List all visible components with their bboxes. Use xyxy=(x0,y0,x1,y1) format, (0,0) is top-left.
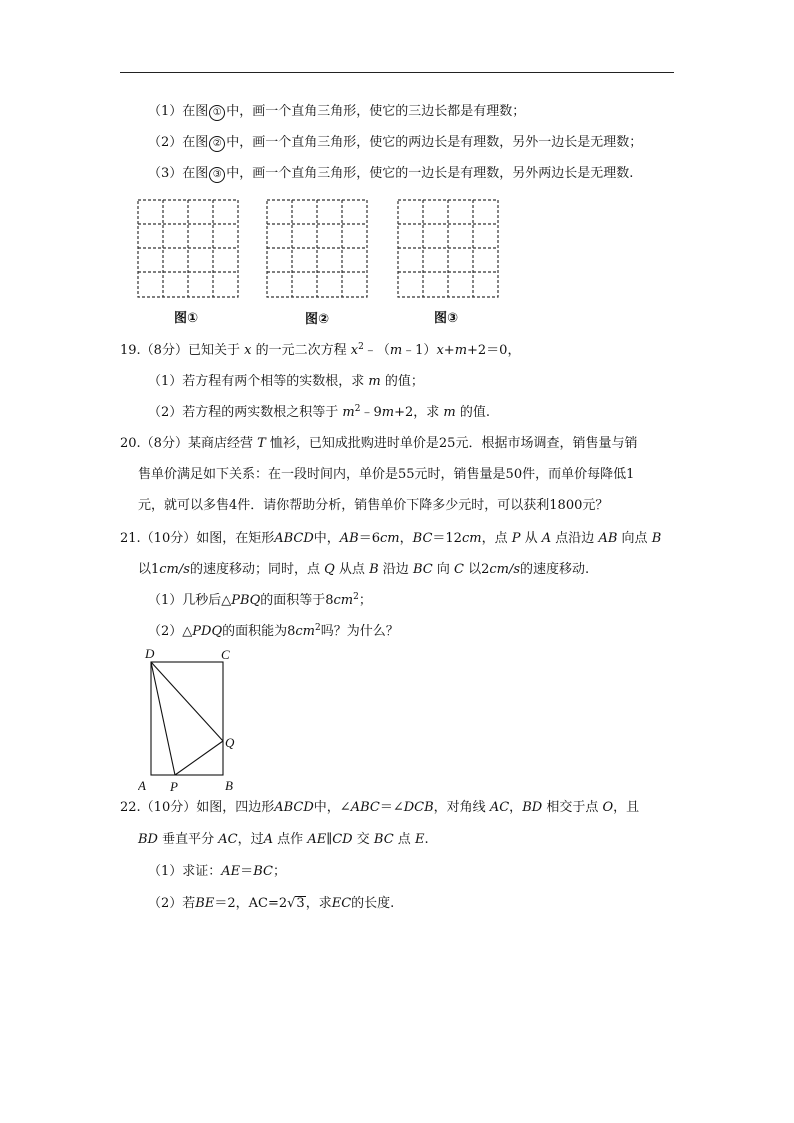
q22-line1: 22.（10分）如图，四边形ABCD中，∠ABC＝∠DCB，对角线 AC，BD 相交于点 O，且 xyxy=(120,800,640,815)
q22-part1: （1）求证：AE＝BC； xyxy=(148,864,286,879)
label-p: P xyxy=(170,779,178,794)
q22-line2: BD 垂直平分 AC，过A 点作 AE∥CD 交 BC 点 E. xyxy=(138,832,429,847)
q21-part1: （1）几秒后△PBQ的面积等于$8cm^2$； xyxy=(148,592,372,608)
grid-figure-2 xyxy=(266,199,368,298)
label-b: B xyxy=(225,778,233,793)
q21-line1: 21.（10分）如图，在矩形ABCD中，AB＝6cm，BC＝12cm，点 P 从 A 点沿边 AB 向点 B xyxy=(120,531,662,546)
grid-figure-1 xyxy=(137,199,239,298)
rectangle-figure xyxy=(138,644,248,796)
circled-number: ③ xyxy=(209,167,225,183)
q19-stem: 19.（8分）已知关于 x 的一元二次方程 $x^2﹣(m﹣1)x+m+2=0$， xyxy=(120,342,521,358)
q19-part2: （2）若方程的两实数根之积等于 $m^2﹣9m+2$，求 m 的值. xyxy=(148,404,491,420)
header-rule xyxy=(120,72,674,73)
label-c: C xyxy=(221,647,230,662)
circled-number: ① xyxy=(209,105,225,121)
q20-line2: 售单价满足如下关系：在一段时间内，单价是55元时，销售量是50件，而单价每降低1 xyxy=(138,467,635,482)
label-d: D xyxy=(145,646,155,661)
q18-part2: （2）在图 ② 中，画一个直角三角形，使它的两边长是有理数，另外一边长是无理数； xyxy=(148,135,643,150)
q19-part1: （1）若方程有两个相等的实数根，求 m 的值； xyxy=(148,374,424,389)
label-q: Q xyxy=(225,735,235,750)
q22-part2: （2）若BE＝2，AC=2√3，求EC的长度. xyxy=(148,896,395,911)
label-a: A xyxy=(138,778,146,793)
circled-number: ② xyxy=(209,136,225,152)
grid-figure-3 xyxy=(397,199,499,298)
q18-part1: （1）在图 ① 中，画一个直角三角形，使它的三边长都是有理数； xyxy=(148,104,526,119)
caption-figure-2: 图② xyxy=(305,312,330,327)
q21-line2: 以1cm/s的速度移动；同时，点 Q 从点 B 沿边 BC 向 C 以2cm/s的速度移动. xyxy=(138,562,590,577)
sqrt-icon: √ xyxy=(287,896,296,911)
q20-line3: 元，就可以多售4件．请你帮助分析，销售单价下降多少元时，可以获利1800元？ xyxy=(138,498,609,513)
q21-part2: （2）△PDQ的面积能为$8cm^2$吗？为什么？ xyxy=(148,623,399,639)
caption-figure-1: 图① xyxy=(174,311,199,326)
caption-figure-3: 图③ xyxy=(434,311,459,326)
q18-part3: （3）在图 ③ 中，画一个直角三角形，使它的一边长是有理数，另外两边长是无理数. xyxy=(148,166,634,181)
q20-line1: 20.（8分）某商店经营 T 恤衫，已知成批购进时单价是25元．根据市场调查，销售量与销 xyxy=(120,436,638,451)
